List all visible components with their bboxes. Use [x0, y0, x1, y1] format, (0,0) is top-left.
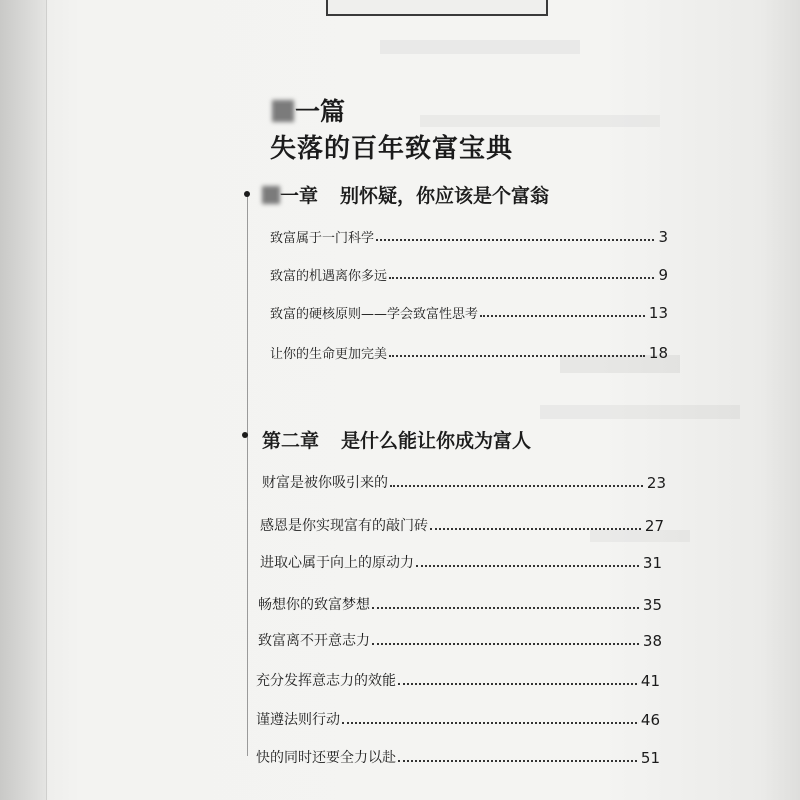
toc-entry-page: 38	[642, 632, 662, 650]
part-label-text: 一篇	[295, 97, 346, 126]
toc-entry[interactable]	[256, 745, 660, 767]
dot-leader	[372, 643, 639, 645]
chapter-number: 第二章	[262, 430, 320, 452]
chapter-bullet	[244, 191, 250, 197]
dot-leader	[376, 239, 654, 241]
toc-vertical-rule	[247, 196, 248, 756]
dot-leader	[342, 722, 637, 724]
toc-entry-page: 13	[648, 304, 668, 322]
toc-entry-title: 充分发挥意志力的效能	[256, 673, 396, 689]
toc-entry[interactable]	[258, 628, 662, 650]
part-label	[272, 92, 345, 128]
toc-entry-page: 46	[640, 711, 660, 729]
toc-entry[interactable]	[270, 340, 668, 362]
dot-leader	[398, 683, 637, 685]
chapter-title: 是什么能让你成为富人	[341, 430, 532, 452]
toc-entry-title: 让你的生命更加完美	[270, 347, 388, 362]
toc-entry-title: 致富离不开意志力	[258, 633, 370, 649]
toc-entry[interactable]	[262, 470, 666, 492]
show-through-shadow	[420, 115, 660, 127]
toc-entry-page: 35	[642, 596, 662, 614]
toc-entry-page: 51	[640, 749, 660, 767]
dot-leader	[430, 528, 641, 530]
dot-leader	[398, 760, 637, 762]
redacted-char	[272, 100, 294, 122]
dot-leader	[480, 315, 645, 317]
toc-entry-title: 致富的硬核原则——学会致富性思考	[270, 307, 479, 322]
toc-entry[interactable]	[270, 300, 668, 322]
dot-leader	[372, 607, 639, 609]
toc-entry[interactable]	[258, 592, 662, 614]
toc-entry-title: 致富属于一门科学	[270, 231, 375, 246]
toc-entry[interactable]	[260, 550, 662, 572]
toc-entry-page: 9	[658, 266, 668, 284]
chapter-heading	[262, 426, 531, 453]
chapter-bullet	[242, 432, 248, 438]
toc-entry[interactable]	[256, 668, 660, 690]
toc-entry-title: 谨遵法则行动	[256, 712, 340, 728]
dot-leader	[416, 565, 639, 567]
toc-entry-page: 41	[640, 672, 660, 690]
toc-entry-title: 致富的机遇离你多远	[270, 269, 388, 284]
toc-entry[interactable]	[260, 513, 664, 535]
chapter-number: 一章	[280, 185, 319, 207]
toc-entry-title: 畅想你的致富梦想	[258, 597, 370, 613]
toc-entry-page: 23	[646, 474, 666, 492]
chapter-title: 别怀疑，你应该是个富翁	[340, 185, 550, 207]
toc-entry-page: 3	[658, 228, 668, 246]
dot-leader	[389, 355, 645, 357]
toc-entry-page: 31	[642, 554, 662, 572]
toc-entry-title: 财富是被你吸引来的	[262, 475, 388, 491]
toc-entry[interactable]	[270, 262, 668, 284]
toc-entry[interactable]	[256, 707, 660, 729]
chapter-heading	[262, 181, 549, 208]
dot-leader	[389, 277, 654, 279]
part-title: 失落的百年致富宝典	[270, 134, 514, 164]
toc-entry-title: 快的同时还要全力以赴	[256, 750, 396, 766]
show-through-shadow	[540, 405, 740, 419]
toc-entry-title: 感恩是你实现富有的敲门砖	[260, 518, 428, 534]
toc-entry-title: 进取心属于向上的原动力	[260, 555, 414, 571]
dot-leader	[390, 485, 643, 487]
top-header-box	[326, 0, 548, 16]
toc-entry[interactable]	[270, 224, 668, 246]
toc-entry-page: 27	[644, 517, 664, 535]
redacted-char	[262, 186, 280, 204]
page-spine-edge	[0, 0, 47, 800]
show-through-shadow	[380, 40, 580, 54]
toc-entry-page: 18	[648, 344, 668, 362]
